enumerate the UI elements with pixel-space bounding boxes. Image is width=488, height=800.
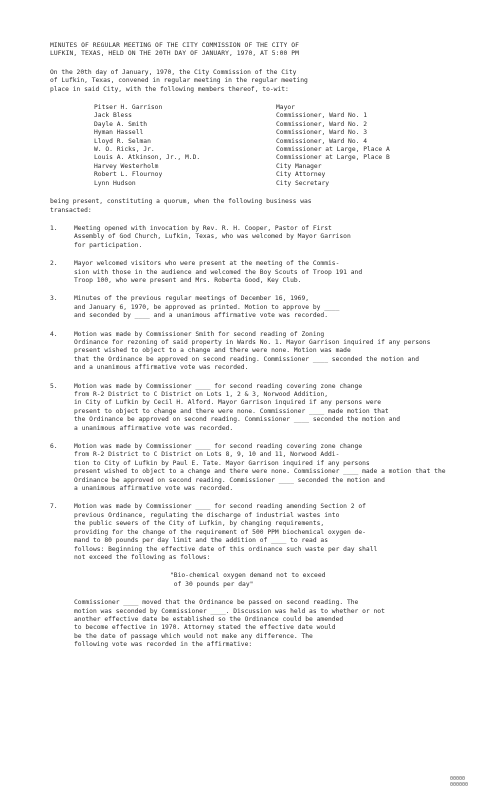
item-text: Motion was made by Commissioner ____ for second reading amending Section 2 of previous Ordinance, regulating the discharge of industrial wastes into the public sewers of the City of Lufkin, by changing requirements, providing for the change of the requirement of 500 PPM biochemical oxygen de- mand to 80 pounds per day limit and the addition of ____ to read as follows: Beginning the effective date of this ordinance such waste per day shall not exceed the following as follows: [74, 503, 378, 561]
roster-name: Louis A. Atkinson, Jr., M.D. [94, 154, 201, 162]
roster-name: Hyman Hassell [94, 129, 144, 137]
roster-title: City Attorney [276, 171, 326, 179]
roster-title: Mayor [276, 104, 295, 112]
roster-title: Commissioner at Large, Place A [276, 146, 390, 154]
agenda-item [50, 331, 442, 373]
roster-name: Jack Bless [94, 112, 132, 120]
item-text: Motion was made by Commissioner Smith for second reading of Zoning Ordinance for rezoning of said property in Wards No. 1. Mayor Garrison inquired if any persons present wished to object to a change and there were none. Motion was made that the Ordinance be approved on second reading. Commissioner ____ seconded the motion and and a unanimous affirmative vote was recorded. [74, 330, 431, 372]
document-heading: MINUTES OF REGULAR MEETING OF THE CITY COMMISSION OF THE CITY OF LUFKIN, TEXAS, HELD ON THE 20TH DAY OF JANUARY, 1970, AT 5:00 PM [50, 42, 300, 58]
item-number: 4. [50, 330, 58, 338]
item-number: 6. [50, 443, 58, 451]
item-text: Meeting opened with invocation by Rev. R. H. Cooper, Pastor of First Assembly of God Church, Lufkin, Texas, who was welcomed by Mayor Garrison for participation. [74, 224, 351, 249]
item-text: Motion was made by Commissioner ____ for second reading covering zone change from R-2 District to C District on Lots 1, 2 & 3, Norwood Addition, in City of Lufkin by Cecil H. Alford. Mayor Garrison inquired if any persons were present to object to change and there were none. Commissioner ____ made motion that the Ordinance be approved on second reading. Commissioner ____ seconded the motion and a unanimous affirmative vote was recorded. [74, 382, 401, 432]
item-text: Minutes of the previous regular meetings of December 16, 1969, and January 6, 1970, be approved as printed. Motion to approve by ____ and seconded by ____ and a unanimous affirmative vote was recorded. [74, 295, 340, 320]
quoted-amendment: "Bio-chemical oxygen demand not to exceed of 30 pounds per day" [170, 572, 326, 588]
agenda-item [50, 225, 442, 250]
roster-name: Harvey Westerholm [94, 162, 159, 170]
roster-name: Robert L. Flournoy [94, 171, 163, 179]
item-number: 5. [50, 382, 58, 390]
roster-name: Pitser H. Garrison [94, 104, 163, 112]
item-number: 7. [50, 503, 58, 511]
roster-name: W. O. Ricks, Jr. [94, 146, 155, 154]
roster-row [94, 154, 442, 162]
roster-row [94, 112, 442, 120]
roster-name: Lynn Hudson [94, 179, 136, 187]
roster-row [94, 121, 442, 129]
item-text: Motion was made by Commissioner ____ for second reading covering zone change from R-2 District to C District on Lots 8, 9, 10 and 11, Norwood Addi- tion to City of Lufkin by Paul E. Tate. Mayor Garrison inquired if any persons present wished to object to a change and there were none. Commissioner ____ made a motion that the Ordinance be approved on second reading. Commissioner ____ seconded the motion and a unanimous affirmative vote was recorded. [74, 443, 446, 493]
agenda-item [50, 260, 442, 285]
intro-paragraph: On the 20th day of January, 1970, the City Commission of the City of Lufkin, Texas, convened in regular meeting in the regular meeting place in said City, with the following members thereof, to-wit: [50, 68, 308, 93]
roster-row [94, 180, 442, 188]
roster-name: Lloyd R. Selman [94, 137, 151, 145]
roster-title: Commissioner, Ward No. 2 [276, 120, 367, 128]
roster-title: City Manager [276, 162, 322, 170]
agenda-item [50, 295, 442, 320]
item-number: 2. [50, 260, 58, 268]
roster-title: Commissioner, Ward No. 4 [276, 137, 367, 145]
item-number: 3. [50, 295, 58, 303]
roster-name: Dayle A. Smith [94, 120, 148, 128]
roster-row [94, 138, 442, 146]
roster-title: Commissioner, Ward No. 1 [276, 112, 367, 120]
roster-row [94, 104, 442, 112]
item-text: Mayor welcomed visitors who were present at the meeting of the Commis- sion with those in the audience and welcomed the Boy Scouts of Troop 191 and Troop 100, who were present and Mrs. Roberta Good, Key Club. [74, 260, 363, 284]
roster-row [94, 129, 442, 137]
agenda-item [50, 383, 442, 433]
page-stamp: 00000 000000 [449, 776, 468, 788]
agenda-item [50, 503, 442, 562]
roster-title: City Secretary [276, 179, 330, 187]
quorum-paragraph: being present, constituting a quorum, when the following business was transacted: [50, 198, 312, 214]
item-number: 1. [50, 224, 58, 232]
roster-title: Commissioner, Ward No. 3 [276, 129, 367, 137]
roster-title: Commissioner at Large, Place B [276, 154, 390, 162]
roster-row [94, 163, 442, 171]
closing-paragraph: Commissioner ____ moved that the Ordinance be passed on second reading. The motion was seconded by Commissioner ____. Discussion was held as to whether or not another effective date be established so the Ordinance could be amended to become effective in 1970. Attorney stated the effective date would be the date of passage which would not make any difference. The following vote was recorded in the affirmative: [74, 599, 385, 649]
agenda-item [50, 443, 446, 493]
attendee-roster [94, 104, 442, 188]
roster-row [94, 171, 442, 179]
roster-row [94, 146, 442, 154]
